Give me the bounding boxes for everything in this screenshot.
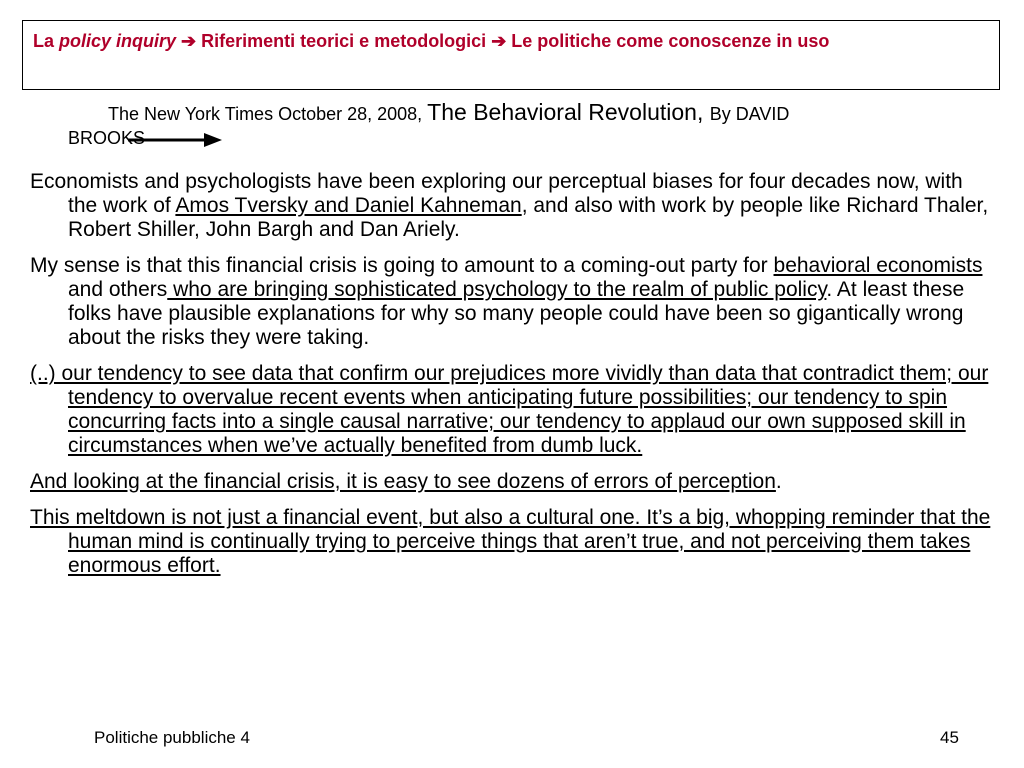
paragraph-2 xyxy=(30,254,996,350)
paragraph-1 xyxy=(30,170,996,242)
title-prefix: La xyxy=(33,31,60,51)
slide-title xyxy=(22,20,1000,90)
paragraph-1-text-a: Economists and psychologists have been exploring our perceptual biases for four decades now, with the work of xyxy=(30,170,963,217)
citation-byline-start: By DAVID xyxy=(709,104,790,124)
title-part3: Le politiche come conoscenze in uso xyxy=(511,31,830,51)
paragraph-4-period: . xyxy=(775,470,782,493)
paragraph-4 xyxy=(30,470,996,494)
paragraph-3: (..) our tendency to see data that confirm our prejudices more vividly than data that contradict them; our tendency to overvalue recent events when anticipating future possibilities; our tendency to spin concurring facts into a single causal narrative; our tendency to applaud our own supposed skill in circumstances when we’ve actually benefited from dumb luck. xyxy=(30,362,989,457)
title-part2: Riferimenti teorici e metodologici xyxy=(201,31,487,51)
paragraph-2-text-c: . At least these folks have plausible explanations for why so many people could have been so gigantically wrong about the risks they were taking. xyxy=(68,278,965,349)
arrow-right-icon: ➔ xyxy=(486,31,512,51)
page-number: 45 xyxy=(940,728,959,747)
paragraph-2-text-b: and others xyxy=(68,278,168,301)
footer-label: Politiche pubbliche 4 xyxy=(94,728,250,747)
citation-headline: The Behavioral Revolution, xyxy=(427,99,710,125)
citation xyxy=(30,100,996,150)
link-psychology-public-policy[interactable]: who are bringing sophisticated psychology to the realm of public policy xyxy=(167,278,827,301)
paragraph-2-text-a: My sense is that this financial crisis is going to amount to a coming-out party for xyxy=(30,254,774,277)
arrow-right-icon xyxy=(128,130,224,150)
citation-source: The New York Times October 28, 2008, xyxy=(108,104,428,124)
citation-byline-end: BROOKS xyxy=(68,128,146,148)
arrow-right-icon: ➔ xyxy=(176,31,202,51)
paragraph-1-text-b: , and also with work by people like Richard Thaler, Robert Shiller, John Bargh and Dan Ariely. xyxy=(68,194,989,241)
title-italic: policy inquiry xyxy=(59,31,177,51)
paragraph-4-text: And looking at the financial crisis, it is easy to see dozens of errors of perception xyxy=(30,470,776,493)
link-tversky-kahneman[interactable]: Amos Tversky and Daniel Kahneman xyxy=(175,194,522,217)
paragraph-5: This meltdown is not just a financial event, but also a cultural one. It’s a big, whopping reminder that the human mind is continually trying to perceive things that aren’t true, and not perceiving them takes enormous effort. xyxy=(30,506,991,577)
link-behavioral-economists[interactable]: behavioral economists xyxy=(773,254,983,277)
slide-body xyxy=(30,100,996,578)
